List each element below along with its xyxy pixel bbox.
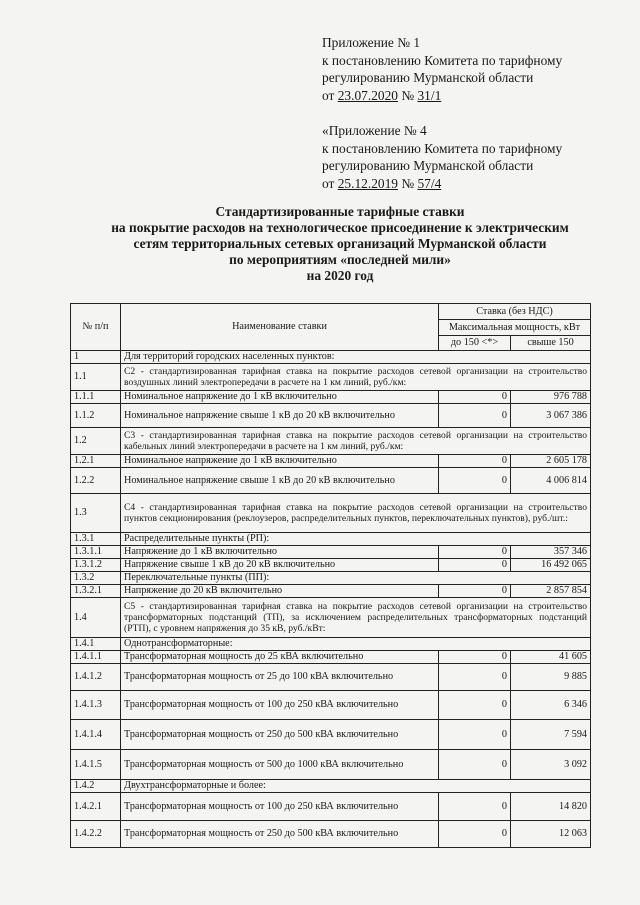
rate-over-150: 6 346: [511, 691, 591, 720]
rate-upto-150: 0: [439, 691, 511, 720]
title-line: на покрытие расходов на технологическое присоединение к электрическим: [111, 220, 569, 235]
row-name: Номинальное напряжение до 1 кВ включительно: [121, 455, 439, 468]
table-row: [71, 572, 591, 585]
title-line: Стандартизированные тарифные ставки: [215, 204, 465, 219]
table-row: [71, 651, 591, 664]
title-line: сетям территориальных сетевых организаций Мурманской области: [133, 236, 547, 251]
table-row: [71, 664, 591, 691]
appendix-1-line: регулированию Мурманской области: [322, 70, 534, 85]
header-name: Наименование ставки: [121, 304, 439, 351]
row-number: 1.4.2: [71, 780, 121, 793]
table-row: [71, 468, 591, 494]
row-number: 1.4.2.1: [71, 793, 121, 821]
rate-upto-150: 0: [439, 559, 511, 572]
rate-upto-150: 0: [439, 546, 511, 559]
table-row: [71, 585, 591, 598]
table-row: [71, 364, 591, 391]
header-num: № п/п: [71, 304, 121, 351]
row-name: Напряжение свыше 1 кВ до 20 кВ включительно: [121, 559, 439, 572]
appendix-1-number: 31/1: [417, 87, 442, 103]
table-row: [71, 533, 591, 546]
table-row: [71, 793, 591, 821]
row-name: С3 - стандартизированная тарифная ставка на покрытие расходов сетевой организации на строительство кабельных линий электропередачи в расчете на 1 км линий, руб./км:: [121, 428, 591, 455]
row-name: Трансформаторная мощность от 100 до 250 кВА включительно: [121, 691, 439, 720]
rate-upto-150: 0: [439, 404, 511, 428]
table-row: [71, 391, 591, 404]
rate-over-150: 41 605: [511, 651, 591, 664]
rate-over-150: 3 092: [511, 750, 591, 780]
appendix-1-line: к постановлению Комитета по тарифному: [322, 52, 563, 68]
row-number: 1.2.1: [71, 455, 121, 468]
row-name: Трансформаторная мощность до 25 кВА включительно: [121, 651, 439, 664]
appendix-4-line: регулированию Мурманской области: [322, 158, 534, 173]
row-name: Напряжение до 1 кВ включительно: [121, 546, 439, 559]
rates-table: [70, 303, 591, 848]
title-line: по мероприятиям «последней мили»: [229, 252, 451, 267]
row-number: 1.3.2.1: [71, 585, 121, 598]
appendix-1-date: 23.07.2020: [337, 87, 398, 103]
row-number: 1.4.1: [71, 638, 121, 651]
rate-upto-150: 0: [439, 750, 511, 780]
rate-over-150: 357 346: [511, 546, 591, 559]
rate-upto-150: 0: [439, 585, 511, 598]
header-upto-150: до 150 <*>: [439, 336, 511, 351]
document-title: [60, 204, 620, 284]
table-row: [71, 351, 591, 364]
rate-over-150: 2 605 178: [511, 455, 591, 468]
row-name: Трансформаторная мощность от 500 до 1000 кВА включительно: [121, 750, 439, 780]
appendix-4-date: 25.12.2019: [337, 175, 398, 191]
row-name: Для территорий городских населенных пунктов:: [121, 351, 591, 364]
table-row: [71, 494, 591, 533]
rate-upto-150: 0: [439, 391, 511, 404]
row-number: 1.1.1: [71, 391, 121, 404]
row-name: С4 - стандартизированная тарифная ставка на покрытие расходов сетевой организации на строительство пунктов секционирования (реклоузеров, распределительных пунктов, переключательных пунктов), руб./шт.:: [121, 494, 591, 533]
rate-upto-150: 0: [439, 793, 511, 821]
header-rate: Ставка (без НДС): [439, 304, 591, 320]
rate-over-150: 14 820: [511, 793, 591, 821]
rate-over-150: 4 006 814: [511, 468, 591, 494]
row-number: 1.3.1.2: [71, 559, 121, 572]
row-number: 1.2.2: [71, 468, 121, 494]
row-number: 1.4.1.2: [71, 664, 121, 691]
rate-over-150: 976 788: [511, 391, 591, 404]
row-number: 1.4.1.1: [71, 651, 121, 664]
row-name: С5 - стандартизированная тарифная ставка на покрытие расходов сетевой организации на строительство трансформаторных подстанций (ТП), за исключением распределительных трансформаторных подстанций (РТП), с уровнем напряжения до 35 кВ, руб./кВт:: [121, 598, 591, 638]
row-number: 1.3.1.1: [71, 546, 121, 559]
rate-over-150: 7 594: [511, 720, 591, 750]
row-number: 1.3.1: [71, 533, 121, 546]
row-name: Двухтрансформаторные и более:: [121, 780, 591, 793]
row-number: 1.3.2: [71, 572, 121, 585]
number-prefix: №: [397, 87, 418, 103]
header-over-150: свыше 150: [511, 336, 591, 351]
appendix-4-date-line: [322, 175, 562, 193]
row-name: Трансформаторная мощность от 25 до 100 кВА включительно: [121, 664, 439, 691]
row-name: Номинальное напряжение свыше 1 кВ до 20 кВ включительно: [121, 468, 439, 494]
row-name: Переключательные пункты (ПП):: [121, 572, 591, 585]
table-row: [71, 428, 591, 455]
row-number: 1.4.1.5: [71, 750, 121, 780]
row-name: Трансформаторная мощность от 250 до 500 кВА включительно: [121, 821, 439, 848]
table-row: [71, 455, 591, 468]
row-number: 1.1.2: [71, 404, 121, 428]
number-prefix: №: [397, 175, 418, 191]
table-row: [71, 691, 591, 720]
rate-upto-150: 0: [439, 651, 511, 664]
row-number: 1.1: [71, 364, 121, 391]
row-number: 1.2: [71, 428, 121, 455]
row-number: 1.4.1.4: [71, 720, 121, 750]
row-number: 1.3: [71, 494, 121, 533]
rate-upto-150: 0: [439, 720, 511, 750]
appendix-1-date-line: [322, 87, 562, 105]
table-row: [71, 821, 591, 848]
header-max-power: Максимальная мощность, кВт: [439, 320, 591, 336]
row-number: 1.4: [71, 598, 121, 638]
row-name: Трансформаторная мощность от 100 до 250 кВА включительно: [121, 793, 439, 821]
row-number: 1: [71, 351, 121, 364]
row-name: Номинальное напряжение свыше 1 кВ до 20 кВ включительно: [121, 404, 439, 428]
appendix-1-heading: [322, 34, 562, 104]
row-name: Трансформаторная мощность от 250 до 500 кВА включительно: [121, 720, 439, 750]
appendix-4-title: «Приложение № 4: [322, 123, 427, 138]
table-row: [71, 546, 591, 559]
table-row: [71, 750, 591, 780]
rate-upto-150: 0: [439, 455, 511, 468]
rate-upto-150: 0: [439, 821, 511, 848]
rate-over-150: 16 492 065: [511, 559, 591, 572]
row-name: Распределительные пункты (РП):: [121, 533, 591, 546]
rate-over-150: 3 067 386: [511, 404, 591, 428]
title-line: на 2020 год: [306, 268, 374, 283]
row-name: Однотрансформаторные:: [121, 638, 591, 651]
row-name: Напряжение до 20 кВ включительно: [121, 585, 439, 598]
table-row: [71, 404, 591, 428]
row-number: 1.4.2.2: [71, 821, 121, 848]
date-prefix: от: [322, 87, 338, 103]
row-name: Номинальное напряжение до 1 кВ включительно: [121, 391, 439, 404]
table-row: [71, 638, 591, 651]
rate-over-150: 12 063: [511, 821, 591, 848]
rate-upto-150: 0: [439, 468, 511, 494]
rate-over-150: 9 885: [511, 664, 591, 691]
appendix-1-title: Приложение № 1: [322, 35, 421, 50]
rate-upto-150: 0: [439, 664, 511, 691]
date-prefix: от: [322, 175, 338, 191]
rates-table-body: [71, 351, 591, 848]
row-number: 1.4.1.3: [71, 691, 121, 720]
table-row: [71, 780, 591, 793]
appendix-4-line: к постановлению Комитета по тарифному: [322, 140, 563, 156]
table-row: [71, 559, 591, 572]
appendix-4-number: 57/4: [417, 175, 442, 191]
table-row: [71, 598, 591, 638]
rate-over-150: 2 857 854: [511, 585, 591, 598]
table-row: [71, 720, 591, 750]
appendix-4-heading: [322, 122, 562, 192]
row-name: С2 - стандартизированная тарифная ставка на покрытие расходов сетевой организации на строительство воздушных линий электропередачи в расчете на 1 км линий, руб./км:: [121, 364, 591, 391]
